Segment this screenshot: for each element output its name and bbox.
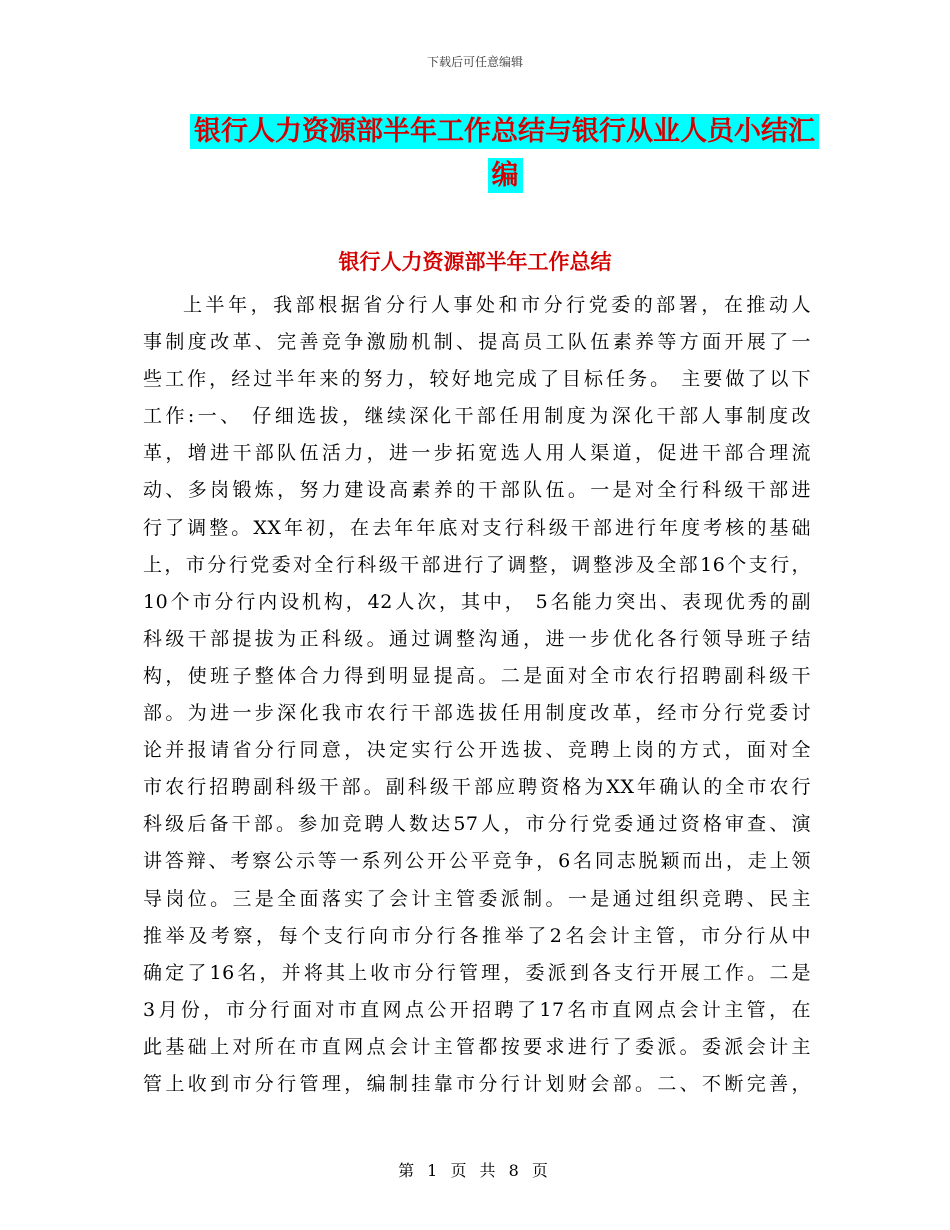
body-line: 此基础上对所在市直网点会计主管都按要求进行了委派。委派会计主: [143, 1035, 811, 1058]
document-title-line-2: 编: [488, 158, 523, 193]
body-line: 些工作，经过半年来的努力，较好地完成了目标任务。 主要做了以下: [143, 368, 811, 391]
body-line: 10个市分行内设机构，42人次，其中， 5名能力突出、表现优秀的副: [143, 590, 811, 613]
body-line: 工作:一、 仔细选拔，继续深化干部任用制度为深化干部人事制度改: [143, 405, 811, 428]
body-line: 推举及考察，每个支行向市分行各推举了2名会计主管，市分行从中: [143, 924, 811, 947]
body-line: 部。为进一步深化我市农行干部选拔任用制度改革，经市分行党委讨: [143, 702, 811, 725]
body-line: 管上收到市分行管理，编制挂靠市分行计划财会部。二、不断完善，: [143, 1072, 811, 1095]
body-line: 导岗位。三是全面落实了会计主管委派制。一是通过组织竞聘、民主: [143, 887, 811, 910]
body-line: 确定了16名，并将其上收市分行管理，委派到各支行开展工作。二是: [143, 961, 811, 984]
body-line: 上半年，我部根据省分行人事处和市分行党委的部署，在推动人: [183, 294, 811, 316]
body-paragraph: [143, 287, 811, 1103]
body-line: 行了调整。XX年初，在去年年底对支行科级干部进行年度考核的基础: [143, 516, 811, 539]
document-title-line-1: 银行人力资源部半年工作总结与银行从业人员小结汇: [190, 114, 819, 149]
body-line: 事制度改革、完善竞争激励机制、提高员工队伍素养等方面开展了一: [143, 331, 811, 354]
document-title: [190, 110, 815, 198]
body-line: 科级干部提拔为正科级。通过调整沟通，进一步优化各行领导班子结: [143, 627, 811, 650]
body-line: 讲答辩、考察公示等一系列公开公平竞争，6名同志脱颖而出，走上领: [143, 850, 811, 873]
body-line: 构，使班子整体合力得到明显提高。二是面对全市农行招聘副科级干: [143, 664, 811, 687]
page-number-footer: 第 1 页 共 8 页: [398, 1161, 552, 1180]
body-line: 动、多岗锻炼，努力建设高素养的干部队伍。一是对全行科级干部进: [143, 479, 811, 502]
body-line: 3月份，市分行面对市直网点公开招聘了17名市直网点会计主管，在: [143, 998, 811, 1021]
body-line: 论并报请省分行同意，决定实行公开选拔、竞聘上岗的方式，面对全: [143, 739, 811, 762]
page-header-note: 下载后可任意编辑: [426, 55, 523, 69]
body-line: 科级后备干部。参加竞聘人数达57人，市分行党委通过资格审查、演: [143, 813, 811, 836]
body-line: 市农行招聘副科级干部。副科级干部应聘资格为XX年确认的全市农行: [143, 776, 811, 799]
section-title: 银行人力资源部半年工作总结: [338, 250, 612, 274]
body-line: 上，市分行党委对全行科级干部进行了调整，调整涉及全部16个支行，: [143, 553, 811, 576]
body-line: 革，增进干部队伍活力，进一步拓宽选人用人渠道，促进干部合理流: [143, 442, 811, 465]
